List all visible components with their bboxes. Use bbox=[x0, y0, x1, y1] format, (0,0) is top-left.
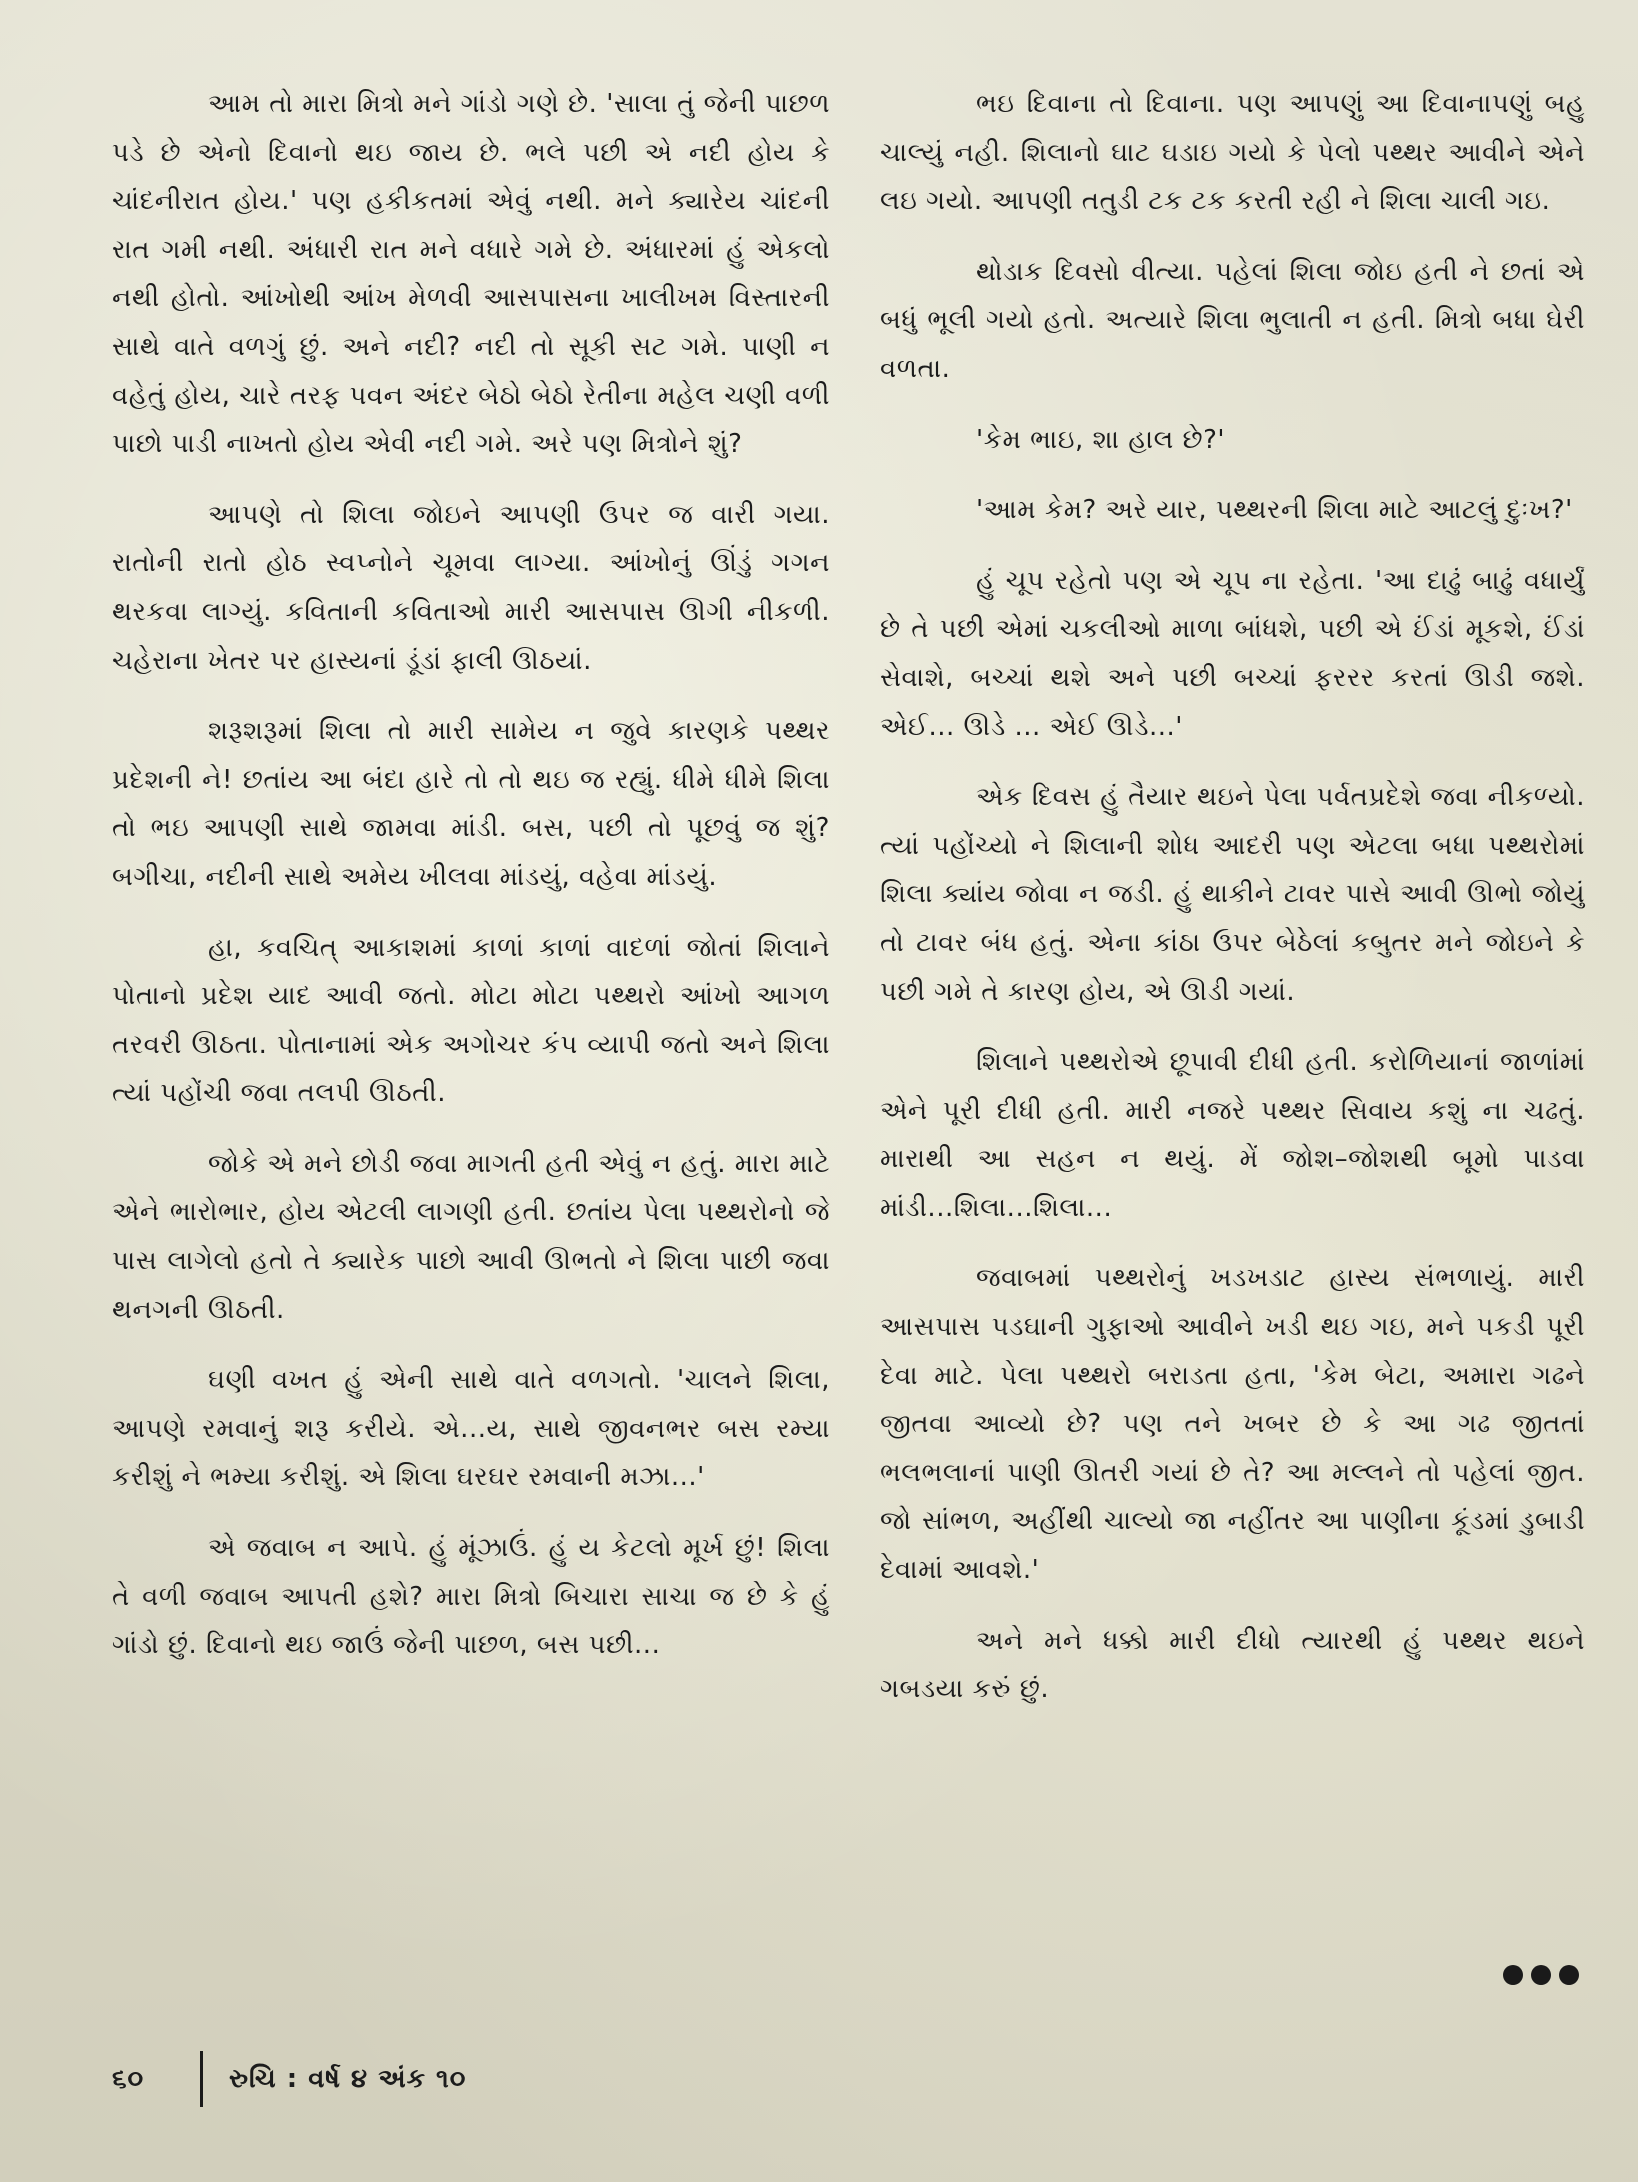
page-number: ૬૦ bbox=[112, 2063, 145, 2094]
right-column bbox=[880, 80, 1585, 1714]
dialogue-line: 'કેમ ભાઇ, શા હાલ છે?' bbox=[976, 424, 1226, 455]
paragraph: આમ તો મારા મિત્રો મને ગાંડો ગણે છે. 'સાલા તું જેની પાછળ પડે છે એનો દિવાનો થઇ જાય છે. ભલે પછી એ નદી હોય કે ચાંદનીરાત હોય.' પણ હકીકતમાં એવું નથી. મને ક્યારેય ચાંદની રાત ગમી નથી. અંધારી રાત મને વધારે ગમે છે. અંધારમાં હું એકલો નથી હોતો. આંખોથી આંખ મેળવી આસપાસના ખાલીખમ વિસ્તારની સાથે વાતે વળગું છું. અને નદી? નદી તો સૂકી સટ ગમે. પાણી ન વહેતું હોય, ચારે તરફ પવન અંદર બેઠો બેઠો રેતીના મહેલ ચણી વળી પાછો પાડી નાખતો હોય એવી નદી ગમે. અરે પણ મિત્રોને શું? bbox=[112, 89, 830, 460]
left-column bbox=[112, 80, 830, 1692]
dot-icon bbox=[1503, 1965, 1523, 1985]
paragraph: એક દિવસ હું તૈયાર થઇને પેલા પર્વતપ્રદેશે જવા નીકળ્યો. ત્યાં પહોંચ્યો ને શિલાની શોધ આદરી પણ એટલા બધા પથ્થરોમાં શિલા ક્યાંય જોવા ન જડી. હું થાકીને ટાવર પાસે આવી ઊભો જોયું તો ટાવર બંધ હતું. એના કાંઠા ઉપર બેઠેલાં કબુતર મને જોઇને કે પછી ગમે તે કારણ હોય, એ ઊડી ગયાં. bbox=[880, 782, 1585, 1007]
dot-icon bbox=[1559, 1965, 1579, 1985]
paragraph: એ જવાબ ન આપે. હું મૂંઝાઉં. હું ય કેટલો મૂર્ખ છું! શિલા તે વળી જવાબ આપતી હશે? મારા મિત્રો બિચારા સાચા જ છે કે હું ગાંડો છું. દિવાનો થઇ જાઉં જેની પાછળ, બસ પછી... bbox=[112, 1533, 830, 1661]
paragraph: હું ચૂપ રહેતો પણ એ ચૂપ ના રહેતા. 'આ દાઢું બાઢું વધાર્યું છે તે પછી એમાં ચકલીઓ માળા બાંધશે, પછી એ ઈંડાં મૂકશે, ઈંડાં સેવાશે, બચ્ચાં થશે અને પછી બચ્ચાં ફરરર કરતાં ઊડી જશે. એઈ... ઊડે ... એઈ ઊડે...' bbox=[880, 565, 1585, 742]
paragraph: જોકે એ મને છોડી જવા માગતી હતી એવું ન હતું. મારા માટે એને ભારોભાર, હોય એટલી લાગણી હતી. છતાંય પેલા પથ્થરોનો જે પાસ લાગેલો હતો તે ક્યારેક પાછો આવી ઊભતો ને શિલા પાછી જવા થનગની ઊઠતી. bbox=[112, 1148, 830, 1325]
paragraph: હા, કવચિત્ આકાશમાં કાળાં કાળાં વાદળાં જોતાં શિલાને પોતાનો પ્રદેશ યાદ આવી જતો. મોટા મોટા પથ્થરો આંખો આગળ તરવરી ઊઠતા. પોતાનામાં એક અગોચર કંપ વ્યાપી જતો અને શિલા ત્યાં પહોંચી જવા તલપી ઊઠતી. bbox=[112, 932, 830, 1109]
end-of-story-dots-icon bbox=[1503, 1965, 1579, 1985]
paragraph: થોડાક દિવસો વીત્યા. પહેલાં શિલા જોઇ હતી ને છતાં એ બધું ભૂલી ગયો હતો. અત્યારે શિલા ભુલાતી ન હતી. મિત્રો બધા ઘેરી વળતા. bbox=[880, 256, 1585, 384]
closing-paragraph: અને મને ધક્કો મારી દીધો ત્યારથી હું પથ્થર થઇને ગબડયા કરું છું. bbox=[880, 1625, 1585, 1705]
dot-icon bbox=[1531, 1965, 1551, 1985]
magazine-issue-label: રુચિ : વર્ષ ૪ અંક ૧૦ bbox=[229, 2063, 467, 2094]
paragraph: આપણે તો શિલા જોઇને આપણી ઉપર જ વારી ગયા. રાતોની રાતો હોઠ સ્વપ્નોને ચૂમવા લાગ્યા. આંખોનું ઊંડું ગગન થરકવા લાગ્યું. કવિતાની કવિતાઓ મારી આસપાસ ઊગી નીકળી. ચહેરાના ખેતર પર હાસ્યનાં ડૂંડાં ફાલી ઊઠયાં. bbox=[112, 499, 830, 676]
dialogue-line: 'આમ કેમ? અરે યાર, પથ્થરની શિલા માટે આટલું દુઃખ?' bbox=[976, 495, 1573, 526]
footer-divider bbox=[200, 2051, 203, 2107]
paragraph: શિલાને પથ્થરોએ છૂપાવી દીધી હતી. કરોળિયાનાં જાળાંમાં એને પૂરી દીધી હતી. મારી નજરે પથ્થર સિવાય કશું ના ચઢતું. મારાથી આ સહન ન થયું. મેં જોશ–જોશથી બૂમો પાડવા માંડી...શિલા...શિલા... bbox=[880, 1047, 1585, 1223]
paragraph: જવાબમાં પથ્થરોનું ખડખડાટ હાસ્ય સંભળાયું. મારી આસપાસ પડઘાની ગુફાઓ આવીને ખડી થઇ ગઇ, મને પકડી પૂરી દેવા માટે. પેલા પથ્થરો બરાડતા હતા, 'કેમ બેટા, અમારા ગઢને જીતવા આવ્યો છે? પણ તને ખબર છે કે આ ગઢ જીતતાં ભલભલાનાં પાણી ઊતરી ગયાં છે તે? આ મલ્લને તો પહેલાં જીત. જો સાંભળ, અહીંથી ચાલ્યો જા નહીંતર આ પાણીના કૂંડમાં ડુબાડી દેવામાં આવશે.' bbox=[880, 1263, 1585, 1586]
page-footer bbox=[112, 2055, 466, 2103]
paragraph: શરૂશરૂમાં શિલા તો મારી સામેય ન જુવે કારણકે પથ્થર પ્રદેશની ને! છતાંય આ બંદા હારે તો તો થઇ જ રહ્યું. ધીમે ધીમે શિલા તો ભઇ આપણી સાથે જામવા માંડી. બસ, પછી તો પૂછવું જ શું? બગીચા, નદીની સાથે અમેય ખીલવા માંડયું, વહેવા માંડયું. bbox=[112, 716, 830, 892]
paragraph: ભઇ દિવાના તો દિવાના. પણ આપણું આ દિવાનાપણું બહુ ચાલ્યું નહી. શિલાનો ઘાટ ઘડાઇ ગયો કે પેલો પથ્થર આવીને એને લઇ ગયો. આપણી તતુડી ટક ટક કરતી રહી ને શિલા ચાલી ગઇ. bbox=[880, 89, 1585, 217]
paragraph: ઘણી વખત હું એની સાથે વાતે વળગતો. 'ચાલને શિલા, આપણે રમવાનું શરૂ કરીયે. એ...ય, સાથે જીવનભર બસ રમ્યા કરીશું ને ભમ્યા કરીશું. એ શિલા ઘરઘર રમવાની મઝા...' bbox=[112, 1365, 830, 1493]
